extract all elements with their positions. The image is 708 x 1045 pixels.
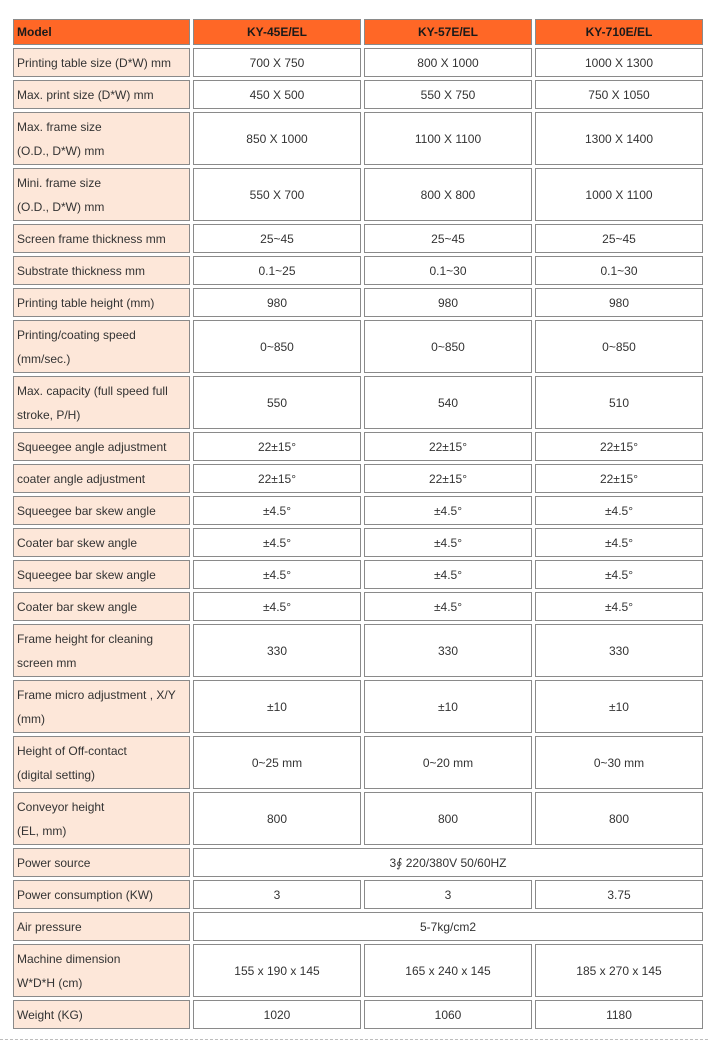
row-value-2: 550 X 750 [364, 80, 532, 109]
row-label: Substrate thickness mm [13, 256, 190, 285]
table-row [13, 592, 703, 621]
row-label: Printing table height (mm) [13, 288, 190, 317]
row-value-2: 330 [364, 624, 532, 677]
row-value-span: 3∮ 220/380V 50/60HZ [193, 848, 703, 877]
row-value-3: 1000 X 1100 [535, 168, 703, 221]
table-row [13, 224, 703, 253]
row-label-line: (mm) [17, 711, 45, 726]
row-label [13, 792, 190, 845]
row-value-1: ±10 [193, 680, 361, 733]
table-row [13, 496, 703, 525]
row-value-1: 0~850 [193, 320, 361, 373]
row-value-2: 1100 X 1100 [364, 112, 532, 165]
row-value-1: 450 X 500 [193, 80, 361, 109]
header-model-1: KY-45E/EL [193, 19, 361, 45]
row-label: Coater bar skew angle [13, 528, 190, 557]
row-label: Power source [13, 848, 190, 877]
table-row [13, 464, 703, 493]
row-label: Squeegee angle adjustment [13, 432, 190, 461]
row-value-1: ±4.5° [193, 560, 361, 589]
row-label-line: Mini. frame size [17, 175, 102, 190]
table-row [13, 944, 703, 997]
table-row [13, 680, 703, 733]
row-value-1: 800 [193, 792, 361, 845]
row-value-3: 22±15° [535, 464, 703, 493]
table-row [13, 320, 703, 373]
row-label-line: stroke, P/H) [17, 407, 81, 422]
row-label: Max. print size (D*W) mm [13, 80, 190, 109]
table-row [13, 736, 703, 789]
row-label-line: (digital setting) [17, 767, 96, 782]
row-value-2: 0.1~30 [364, 256, 532, 285]
row-value-1: ±4.5° [193, 496, 361, 525]
row-value-3: 800 [535, 792, 703, 845]
row-label: coater angle adjustment [13, 464, 190, 493]
row-label: Air pressure [13, 912, 190, 941]
row-value-3: 0.1~30 [535, 256, 703, 285]
row-value-3: 1180 [535, 1000, 703, 1029]
row-value-2: 980 [364, 288, 532, 317]
table-row [13, 256, 703, 285]
row-value-3: 1300 X 1400 [535, 112, 703, 165]
row-label [13, 624, 190, 677]
row-value-1: 22±15° [193, 432, 361, 461]
row-label-line: (O.D., D*W) mm [17, 199, 105, 214]
row-label: Coater bar skew angle [13, 592, 190, 621]
row-value-1: 3 [193, 880, 361, 909]
row-value-3: ±4.5° [535, 560, 703, 589]
row-value-span: 5-7kg/cm2 [193, 912, 703, 941]
spec-table [10, 16, 706, 1032]
row-value-3: 1000 X 1300 [535, 48, 703, 77]
row-value-1: 700 X 750 [193, 48, 361, 77]
row-label-line: (EL, mm) [17, 823, 67, 838]
table-row [13, 376, 703, 429]
row-label: Power consumption (KW) [13, 880, 190, 909]
row-value-1: 550 X 700 [193, 168, 361, 221]
row-value-2: ±4.5° [364, 592, 532, 621]
table-row [13, 168, 703, 221]
row-value-2: 0~850 [364, 320, 532, 373]
row-value-3: 330 [535, 624, 703, 677]
row-value-1: 550 [193, 376, 361, 429]
row-label-line: screen mm [17, 655, 77, 670]
row-value-3: 510 [535, 376, 703, 429]
row-label-line: Height of Off-contact [17, 743, 127, 758]
table-row [13, 528, 703, 557]
row-value-2: 3 [364, 880, 532, 909]
table-row [13, 560, 703, 589]
row-value-3: 0~30 mm [535, 736, 703, 789]
row-value-2: ±10 [364, 680, 532, 733]
row-value-1: 330 [193, 624, 361, 677]
row-value-3: 22±15° [535, 432, 703, 461]
row-label: Printing table size (D*W) mm [13, 48, 190, 77]
row-value-2: ±4.5° [364, 496, 532, 525]
table-row [13, 80, 703, 109]
row-label: Screen frame thickness mm [13, 224, 190, 253]
row-label-line: Printing/coating speed [17, 327, 136, 342]
table-row [13, 1000, 703, 1029]
row-label-line: (O.D., D*W) mm [17, 143, 105, 158]
row-label: Squeegee bar skew angle [13, 496, 190, 525]
row-value-1: 1020 [193, 1000, 361, 1029]
table-row [13, 112, 703, 165]
row-label [13, 944, 190, 997]
row-label-line: Frame micro adjustment , X/Y [17, 687, 176, 702]
row-value-2: 800 X 1000 [364, 48, 532, 77]
row-value-2: 0~20 mm [364, 736, 532, 789]
row-value-1: 22±15° [193, 464, 361, 493]
row-label-line: Frame height for cleaning [17, 631, 154, 646]
row-value-3: ±4.5° [535, 496, 703, 525]
row-value-2: 165 x 240 x 145 [364, 944, 532, 997]
table-row [13, 48, 703, 77]
row-value-3: 0~850 [535, 320, 703, 373]
row-value-3: 3.75 [535, 880, 703, 909]
row-value-2: 800 X 800 [364, 168, 532, 221]
row-value-3: 750 X 1050 [535, 80, 703, 109]
header-model-3: KY-710E/EL [535, 19, 703, 45]
row-value-2: ±4.5° [364, 560, 532, 589]
row-value-3: 980 [535, 288, 703, 317]
row-value-2: ±4.5° [364, 528, 532, 557]
table-row [13, 912, 703, 941]
page-divider [0, 1039, 708, 1040]
row-label-line: (mm/sec.) [17, 351, 71, 366]
row-value-2: 800 [364, 792, 532, 845]
table-row [13, 848, 703, 877]
row-label-line: Max. frame size [17, 119, 102, 134]
row-value-1: ±4.5° [193, 592, 361, 621]
header-model-2: KY-57E/EL [364, 19, 532, 45]
row-label: Weight (KG) [13, 1000, 190, 1029]
row-value-1: 980 [193, 288, 361, 317]
row-value-1: ±4.5° [193, 528, 361, 557]
row-value-3: 25~45 [535, 224, 703, 253]
row-label-line: Max. capacity (full speed full [17, 383, 168, 398]
table-row [13, 880, 703, 909]
row-value-2: 540 [364, 376, 532, 429]
row-value-3: ±10 [535, 680, 703, 733]
row-value-1: 850 X 1000 [193, 112, 361, 165]
table-row [13, 792, 703, 845]
header-model-label: Model [13, 19, 190, 45]
row-label: Squeegee bar skew angle [13, 560, 190, 589]
row-value-3: ±4.5° [535, 592, 703, 621]
row-label-line: Conveyor height [17, 799, 105, 814]
row-value-3: ±4.5° [535, 528, 703, 557]
row-value-2: 1060 [364, 1000, 532, 1029]
row-value-3: 185 x 270 x 145 [535, 944, 703, 997]
row-value-1: 155 x 190 x 145 [193, 944, 361, 997]
row-value-2: 22±15° [364, 464, 532, 493]
row-label [13, 168, 190, 221]
table-row [13, 288, 703, 317]
row-label-line: Machine dimension [17, 951, 121, 966]
row-label [13, 320, 190, 373]
table-row [13, 624, 703, 677]
row-value-2: 25~45 [364, 224, 532, 253]
row-label [13, 736, 190, 789]
row-value-2: 22±15° [364, 432, 532, 461]
row-label [13, 680, 190, 733]
row-value-1: 0.1~25 [193, 256, 361, 285]
table-header-row [13, 19, 703, 45]
row-value-1: 0~25 mm [193, 736, 361, 789]
row-label-line: W*D*H (cm) [17, 975, 83, 990]
row-label [13, 376, 190, 429]
row-label [13, 112, 190, 165]
row-value-1: 25~45 [193, 224, 361, 253]
table-row [13, 432, 703, 461]
